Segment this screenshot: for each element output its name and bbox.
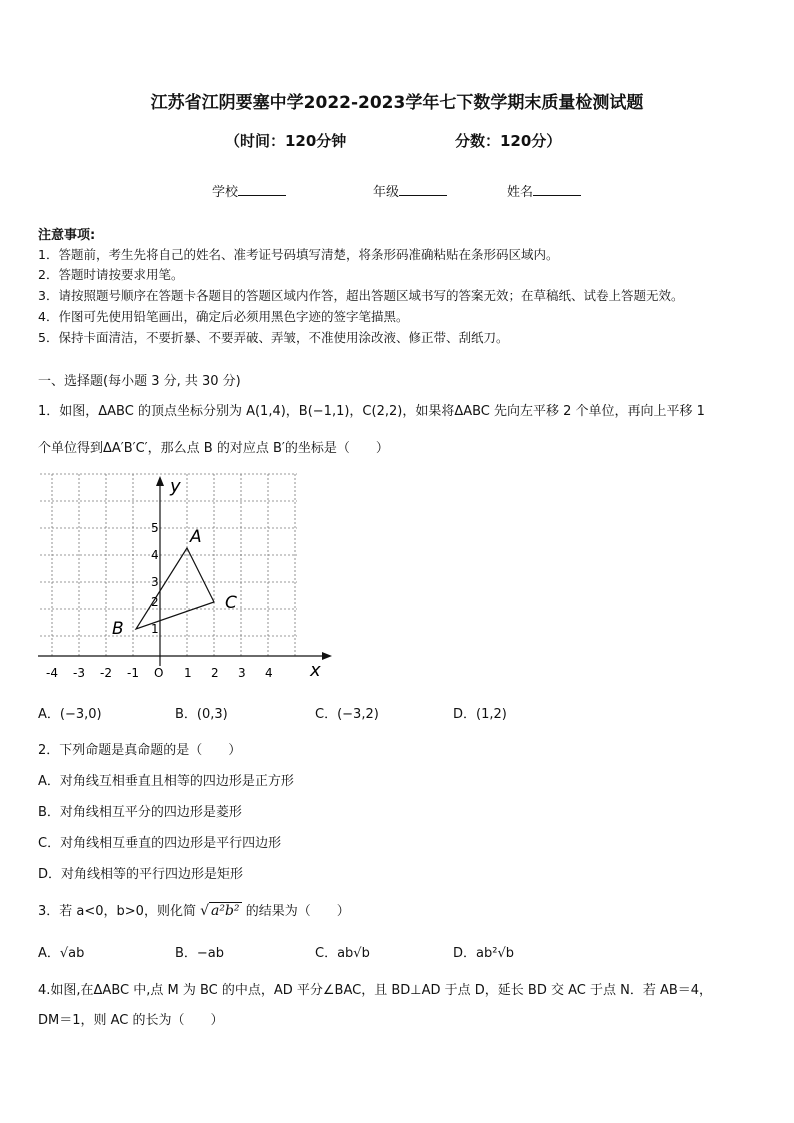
name-label: 姓名	[507, 185, 534, 200]
q3-option-a[interactable]: A．√ab	[38, 946, 85, 961]
q3-stem-post: 的结果为（ ）	[245, 904, 350, 919]
note-item: 5．保持卡面清洁，不要折暴、不要弄破、弄皱，不准使用涂改液、修正带、刮纸刀。	[38, 330, 509, 345]
q2-option-b[interactable]: B．对角线相互平分的四边形是菱形	[38, 805, 242, 820]
q2-option-a[interactable]: A．对角线互相垂直且相等的四边形是正方形	[38, 774, 294, 789]
q3-option-d[interactable]: D．ab²√b	[453, 946, 514, 961]
q2-option-d[interactable]: D．对角线相等的平行四边形是矩形	[38, 867, 244, 882]
school-blank	[238, 183, 286, 196]
q3-stem-pre: 3．若 a<0，b>0，则化简	[38, 904, 196, 919]
y-tick: 4	[151, 548, 159, 562]
q1-stem-line1: 1．如图，ΔABC 的顶点坐标分别为 A(1,4)，B(−1,1)，C(2,2)，如果将ΔABC 先向左平移 2 个单位，再向上平移 1	[38, 404, 705, 419]
x-tick: -4	[46, 666, 58, 680]
q4-stem-line1: 4.如图,在ΔABC 中,点 M 为 BC 的中点，AD 平分∠BAC，且 BD⊥AD 于点 D，延长 BD 交 AC 于点 N．若 AB＝4，	[38, 983, 713, 998]
grid	[40, 474, 297, 656]
point-c-label: C	[225, 593, 237, 613]
triangle-abc	[136, 548, 214, 629]
note-item: 4．作图可先使用铅笔画出，确定后必须用黑色字迹的签字笔描黑。	[38, 309, 409, 324]
y-tick: 5	[151, 521, 159, 535]
x-tick: -2	[100, 666, 112, 680]
q3-radical: √ a²b²	[200, 903, 240, 919]
exam-score: 分数：120分）	[455, 132, 562, 150]
q1-option-c[interactable]: C．(−3,2)	[315, 707, 379, 722]
y-tick: 3	[151, 575, 159, 589]
name-blank	[533, 183, 581, 196]
point-b-label: B	[112, 619, 124, 639]
point-a-label: A	[190, 527, 202, 547]
exam-time: （时间：120分钟	[225, 132, 347, 150]
school-label: 学校	[212, 185, 239, 200]
origin-label: O	[154, 666, 164, 680]
y-axis-arrow	[156, 476, 164, 486]
x-axis-arrow	[322, 652, 332, 660]
x-tick: 1	[184, 666, 192, 680]
q4-stem-line2: DM＝1，则 AC 的长为（ ）	[38, 1013, 224, 1028]
q3-option-b[interactable]: B．−ab	[175, 946, 225, 961]
q2-stem: 2．下列命题是真命题的是（ ）	[38, 743, 242, 758]
q3-option-c[interactable]: C．ab√b	[315, 946, 370, 961]
notes-title: 注意事项:	[38, 228, 96, 243]
y-tick: 1	[151, 622, 159, 636]
name-field	[507, 181, 581, 200]
q1-option-d[interactable]: D．(1,2)	[453, 707, 507, 722]
grade-blank	[399, 183, 447, 196]
x-tick: 3	[238, 666, 246, 680]
q2-option-c[interactable]: C．对角线相互垂直的四边形是平行四边形	[38, 836, 282, 851]
q3-stem	[38, 900, 350, 919]
q1-stem-line2: 个单位得到ΔA′B′C′，那么点 B 的对应点 B′的坐标是（ ）	[38, 441, 389, 456]
page-title: 江苏省江阴要塞中学2022-2023学年七下数学期末质量检测试题	[150, 93, 644, 113]
grade-field	[373, 181, 447, 200]
note-item: 1．答题前，考生先将自己的姓名、准考证号码填写清楚，将条形码准确粘贴在条形码区域内。	[38, 247, 559, 262]
x-label: x	[310, 660, 321, 681]
y-tick: 2	[151, 595, 159, 609]
x-tick: 2	[211, 666, 219, 680]
x-tick: -1	[127, 666, 139, 680]
q1-coordinate-figure	[30, 466, 350, 686]
school-field	[212, 181, 286, 200]
q1-option-b[interactable]: B．(0,3)	[175, 707, 228, 722]
x-tick: 4	[265, 666, 273, 680]
grade-label: 年级	[373, 185, 400, 200]
note-item: 2．答题时请按要求用笔。	[38, 267, 184, 282]
q1-option-a[interactable]: A．(−3,0)	[38, 707, 102, 722]
y-label: y	[170, 476, 181, 497]
x-tick: -3	[73, 666, 85, 680]
note-item: 3．请按照题号顺序在答题卡各题目的答题区域内作答，超出答题区域书写的答案无效；在草稿纸、试卷上答题无效。	[38, 288, 684, 303]
section-heading: 一、选择题(每小题 3 分, 共 30 分)	[38, 374, 241, 389]
